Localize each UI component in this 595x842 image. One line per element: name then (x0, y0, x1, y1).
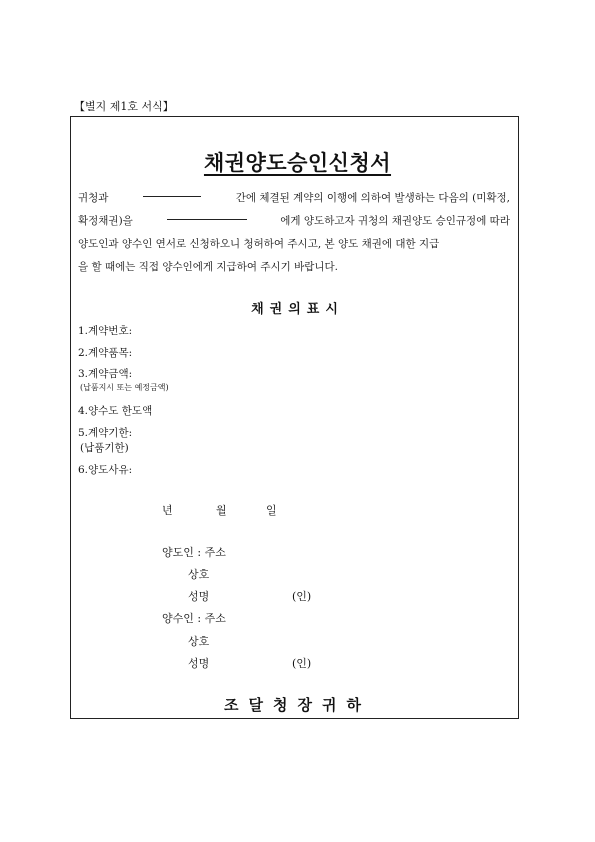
assignee-seal: (인) (292, 657, 312, 670)
intro-line-1 (78, 187, 510, 210)
item-contract-amount-note: (납품지시 또는 예정금액) (80, 383, 169, 392)
section-title: 채권의표시 (251, 302, 344, 317)
intro-line-2-start: 확정채권)을 (78, 215, 133, 227)
item-contract-amount: 3.계약금액: (78, 368, 133, 380)
assignee-label: 양수인 : 주소 (162, 612, 226, 625)
assignor-label: 양도인 : 주소 (162, 546, 226, 559)
date-year: 년 (162, 504, 173, 517)
item-contract-no: 1.계약번호: (78, 325, 133, 337)
item-transfer-limit: 4.양수도 한도액 (78, 405, 153, 417)
assignor-company: 상호 (188, 568, 210, 581)
date-month: 월 (216, 504, 227, 517)
blank-party[interactable] (143, 187, 201, 197)
intro-line-3: 양도인과 양수인 연서로 신청하오니 청허하여 주시고, 본 양도 채권에 대한 지급 (78, 238, 440, 250)
intro-line-1-end: 간에 체결된 계약의 이행에 의하여 발생하는 다음의 (미확정, (235, 192, 510, 204)
intro-line-2-end: 에게 양도하고자 귀청의 채권양도 승인규정에 따라 (280, 215, 510, 227)
assignee-name: 성명 (188, 657, 210, 670)
date-day: 일 (266, 504, 277, 517)
intro-line-2 (78, 210, 510, 233)
page-title (0, 147, 595, 177)
assignee-company: 상호 (188, 635, 210, 648)
item-contract-item: 2.계약품목: (78, 347, 133, 359)
title-text: 채권양도승인신청서 (203, 150, 392, 175)
intro-line-4: 을 할 때에는 직접 양수인에게 지급하여 주시기 바랍니다. (78, 261, 338, 273)
item-contract-period-note: (납품기한) (80, 442, 129, 454)
assignor-seal: (인) (292, 590, 312, 603)
intro-line-1-start: 귀청과 (78, 192, 109, 204)
item-reason: 6.양도사유: (78, 464, 133, 476)
assignor-name: 성명 (188, 590, 210, 603)
blank-assignee[interactable] (167, 210, 247, 220)
intro-paragraph (78, 187, 510, 279)
recipient: 조달청장귀하 (224, 696, 371, 714)
form-number-label: 【별지 제1호 서식】 (74, 100, 174, 113)
item-contract-period: 5.계약기한: (78, 427, 133, 439)
